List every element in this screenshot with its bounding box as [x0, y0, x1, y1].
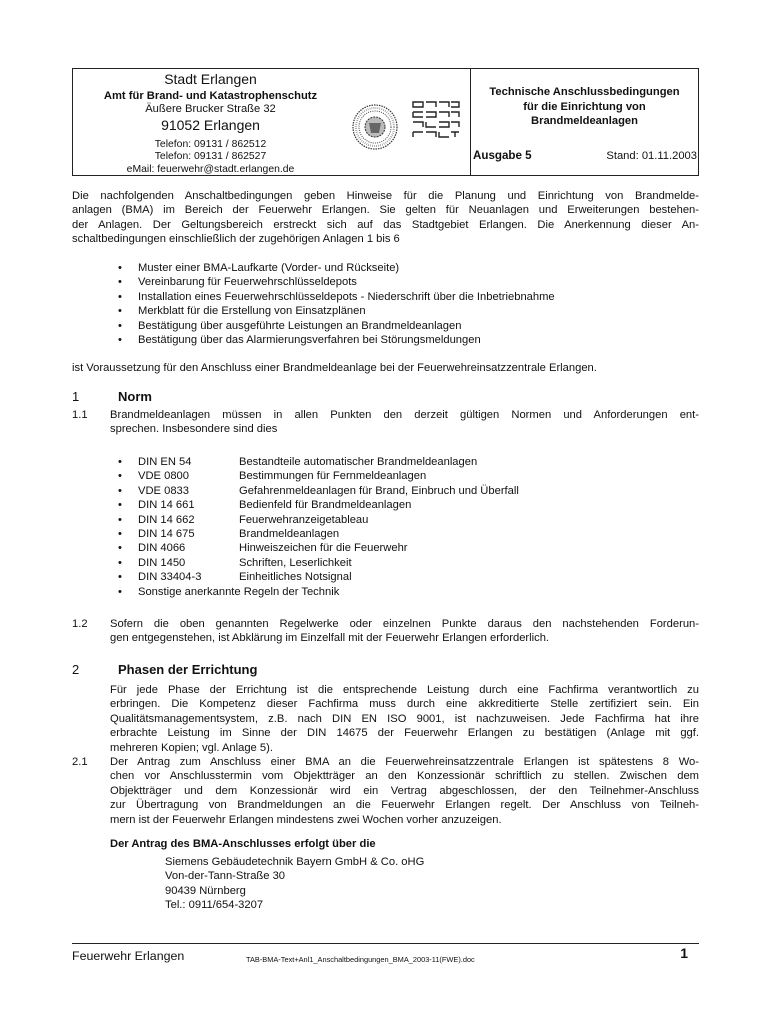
- norm-code: DIN 14 661: [138, 499, 195, 512]
- section-1-title: Norm: [118, 389, 152, 404]
- norm-code: VDE 0800: [138, 470, 189, 483]
- footer-filename: TAB-BMA-Text+Anl1_Anschaltbedingungen_BMA_2003-11(FWE).doc: [246, 955, 475, 964]
- text-line: mern ist der Feuerwehr Erlangen mindestens zwei Wochen vorher anzuzeigen.: [110, 813, 502, 826]
- section-1-2-number: 1.2: [72, 618, 88, 630]
- title-line-3: Brandmeldeanlagen: [531, 115, 638, 128]
- section-1-1-number: 1.1: [72, 409, 88, 421]
- list-item: [118, 585, 519, 599]
- norms-list: [118, 455, 519, 599]
- intro-line: anlagen (BMA) im Bereich der Feuerwehr Erlangen. Sie gelten für Neuanlagen und Erweiterungen bestehen-: [72, 204, 699, 217]
- phone-2: Telefon: 09131 / 862527: [154, 151, 267, 163]
- norm-code: DIN 14 675: [138, 527, 195, 540]
- issuer-department: Amt für Brand- und Katastrophenschutz: [103, 90, 318, 102]
- edition-label: Ausgabe 5: [473, 149, 532, 162]
- page-number: 1: [680, 945, 688, 961]
- text-line: Für jede Phase der Errichtung ist die entsprechende Leistung durch eine Fachfirma verantwortlich zu: [110, 684, 699, 696]
- list-item: [118, 498, 519, 512]
- application-heading: Der Antrag des BMA-Anschlusses erfolgt über die: [110, 838, 376, 850]
- section-1-number: 1: [72, 389, 80, 404]
- text-line: Der Antrag zum Anschluss einer BMA an die Feuerwehreinsatzzentrale Erlangen ist spätestens 8 Wo-: [110, 756, 699, 768]
- footer-organization: Feuerwehr Erlangen: [72, 949, 185, 963]
- norm-code: DIN 4066: [138, 542, 186, 555]
- city-seal-icon: [351, 103, 399, 151]
- address-line: Siemens Gebäudetechnik Bayern GmbH & Co. oHG: [165, 856, 425, 868]
- annex-list: [118, 261, 555, 347]
- list-item: [118, 484, 519, 498]
- text-line: mehreren Kopien; vgl. Anlage 5).: [110, 741, 273, 754]
- contractor-address: [165, 855, 424, 913]
- section-2-intro: [110, 683, 699, 755]
- norm-description: Hinweiszeichen für die Feuerwehr: [239, 542, 408, 555]
- list-item: [118, 570, 519, 584]
- norm-description: Bestandteile automatischer Brandmeldeanlagen: [239, 456, 478, 468]
- issuer-contact: [73, 139, 348, 176]
- norm-description: Feuerwehranzeigetableau: [239, 513, 369, 526]
- text-line: sprechen. Insbesondere sind dies: [110, 423, 278, 436]
- email: eMail: feuerwehr@stadt.erlangen.de: [126, 163, 295, 175]
- document-title: [471, 85, 698, 129]
- norm-description: Gefahrenmeldeanlagen für Brand, Einbruch und Überfall: [239, 484, 519, 497]
- phone-1: Telefon: 09131 / 862512: [154, 139, 267, 150]
- issuer-city: Stadt Erlangen: [164, 71, 257, 87]
- list-item: • Bestätigung über das Alarmierungsverfahren bei Störungsmeldungen: [118, 333, 555, 347]
- list-item: [118, 455, 519, 469]
- norm-code: VDE 0833: [138, 484, 189, 497]
- list-item: [118, 556, 519, 570]
- norm-description: Einheitliches Notsignal: [239, 571, 352, 584]
- address-line: Tel.: 0911/654-3207: [165, 899, 264, 912]
- list-item: • Merkblatt für die Erstellung von Einsatzplänen: [118, 304, 555, 318]
- section-2-title: Phasen der Errichtung: [118, 662, 258, 677]
- title-line-2: für die Einrichtung von: [523, 100, 646, 113]
- issuer-block: [73, 69, 471, 175]
- norm-description: Schriften, Leserlichkeit: [239, 556, 352, 569]
- issuer-street: Äußere Brucker Straße 32: [145, 103, 276, 115]
- list-item: • Vereinbarung für Feuerwehrschlüsseldepots: [118, 275, 555, 289]
- norm-code: DIN 33404-3: [138, 571, 202, 584]
- document-title-block: [471, 69, 698, 175]
- section-1-2-text: [110, 617, 699, 646]
- list-item: • Installation eines Feuerwehrschlüsseldepots - Niederschrift über die Inbetriebnahme: [118, 290, 555, 304]
- norm-description: Bedienfeld für Brandmeldeanlagen: [239, 499, 412, 512]
- address-line: Von-der-Tann-Straße 30: [165, 870, 286, 883]
- section-1-1-text: [110, 408, 699, 437]
- title-line-1: Technische Anschlussbedingungen: [489, 86, 680, 98]
- section-2-1-number: 2.1: [72, 756, 88, 768]
- list-item: [118, 513, 519, 527]
- intro-closing: ist Voraussetzung für den Anschluss einer Brandmeldeanlage bei der Feuerwehreinsatzzentrale Erlangen.: [72, 362, 597, 374]
- text-line: erbrachte Leistung im Sinne der DIN 14675 der Feuerwehr Erlangen zu bestätigen (Anlage mit ggf.: [110, 727, 699, 740]
- intro-line: schaltbedingungen einschließlich der zugehörigen Anlagen 1 bis 6: [72, 233, 400, 246]
- list-item: • Bestätigung über ausgeführte Leistungen an Brandmeldeanlagen: [118, 319, 555, 333]
- issuer-zip-city: 91052 Erlangen: [161, 117, 260, 133]
- text-line: erbringen. Die Kompetenz dieser Fachfirma muss durch eine akkreditierte Stelle zertifiziert sein. Ein: [110, 698, 699, 711]
- intro-line: Die nachfolgenden Anschaltbedingungen geben Hinweise für die Planung und Einrichtung von Brandmelde-: [72, 190, 699, 202]
- text-line: chen vor Anschlusstermin vom Objektträger an den Konzessionär schriftlich zu stellen. Zwischen dem: [110, 770, 699, 783]
- text-line: Brandmeldeanlagen müssen in allen Punkten den derzeit gültigen Normen und Anforderungen ent-: [110, 409, 699, 421]
- intro-paragraph: [72, 189, 699, 247]
- text-line: Objektträger und dem Konzessionär wird ein Vertrag abgeschlossen, der den Teilnehmer-Anschluss: [110, 784, 699, 797]
- address-line: 90439 Nürnberg: [165, 884, 246, 897]
- norm-code: DIN 1450: [138, 556, 186, 569]
- list-item: [118, 469, 519, 483]
- text-line: Sofern die oben genannten Regelwerke oder einzelnen Punkte daraus den nachstehenden Forderun-: [110, 618, 699, 630]
- norm-code: DIN EN 54: [138, 456, 192, 468]
- list-item: [118, 541, 519, 555]
- norm-description: Bestimmungen für Fernmeldeanlagen: [239, 470, 427, 483]
- text-line: Qualitätsmanagementsystem, z.B. nach DIN EN ISO 9001, ist nachzuweisen. Jede Fachfirma hat ihre: [110, 712, 699, 725]
- list-item: [118, 527, 519, 541]
- fire-department-logo-icon: [411, 99, 461, 139]
- norm-description: Brandmeldeanlagen: [239, 527, 340, 540]
- edition-date: Stand: 01.11.2003: [606, 150, 697, 162]
- section-2-number: 2: [72, 662, 80, 677]
- intro-line: der Anlagen. Der Geltungsbereich erstreckt sich auf das Stadtgebiet Erlangen. Die Anerkennung dieser An-: [72, 218, 699, 231]
- list-item: • Muster einer BMA-Laufkarte (Vorder- und Rückseite): [118, 261, 555, 275]
- norm-code: Sonstige anerkannte Regeln der Technik: [138, 585, 340, 598]
- footer-divider: [72, 943, 699, 944]
- text-line: zur Übertragung von Brandmeldungen an die Feuerwehr Erlangen regelt. Der Anschluss von Teilneh-: [110, 799, 699, 812]
- document-header: [72, 68, 699, 176]
- section-2-1-text: [110, 755, 699, 827]
- text-line: gen entgegenstehen, ist Abklärung im Einzelfall mit der Feuerwehr Erlangen erforderlich.: [110, 632, 550, 645]
- norm-code: DIN 14 662: [138, 513, 195, 526]
